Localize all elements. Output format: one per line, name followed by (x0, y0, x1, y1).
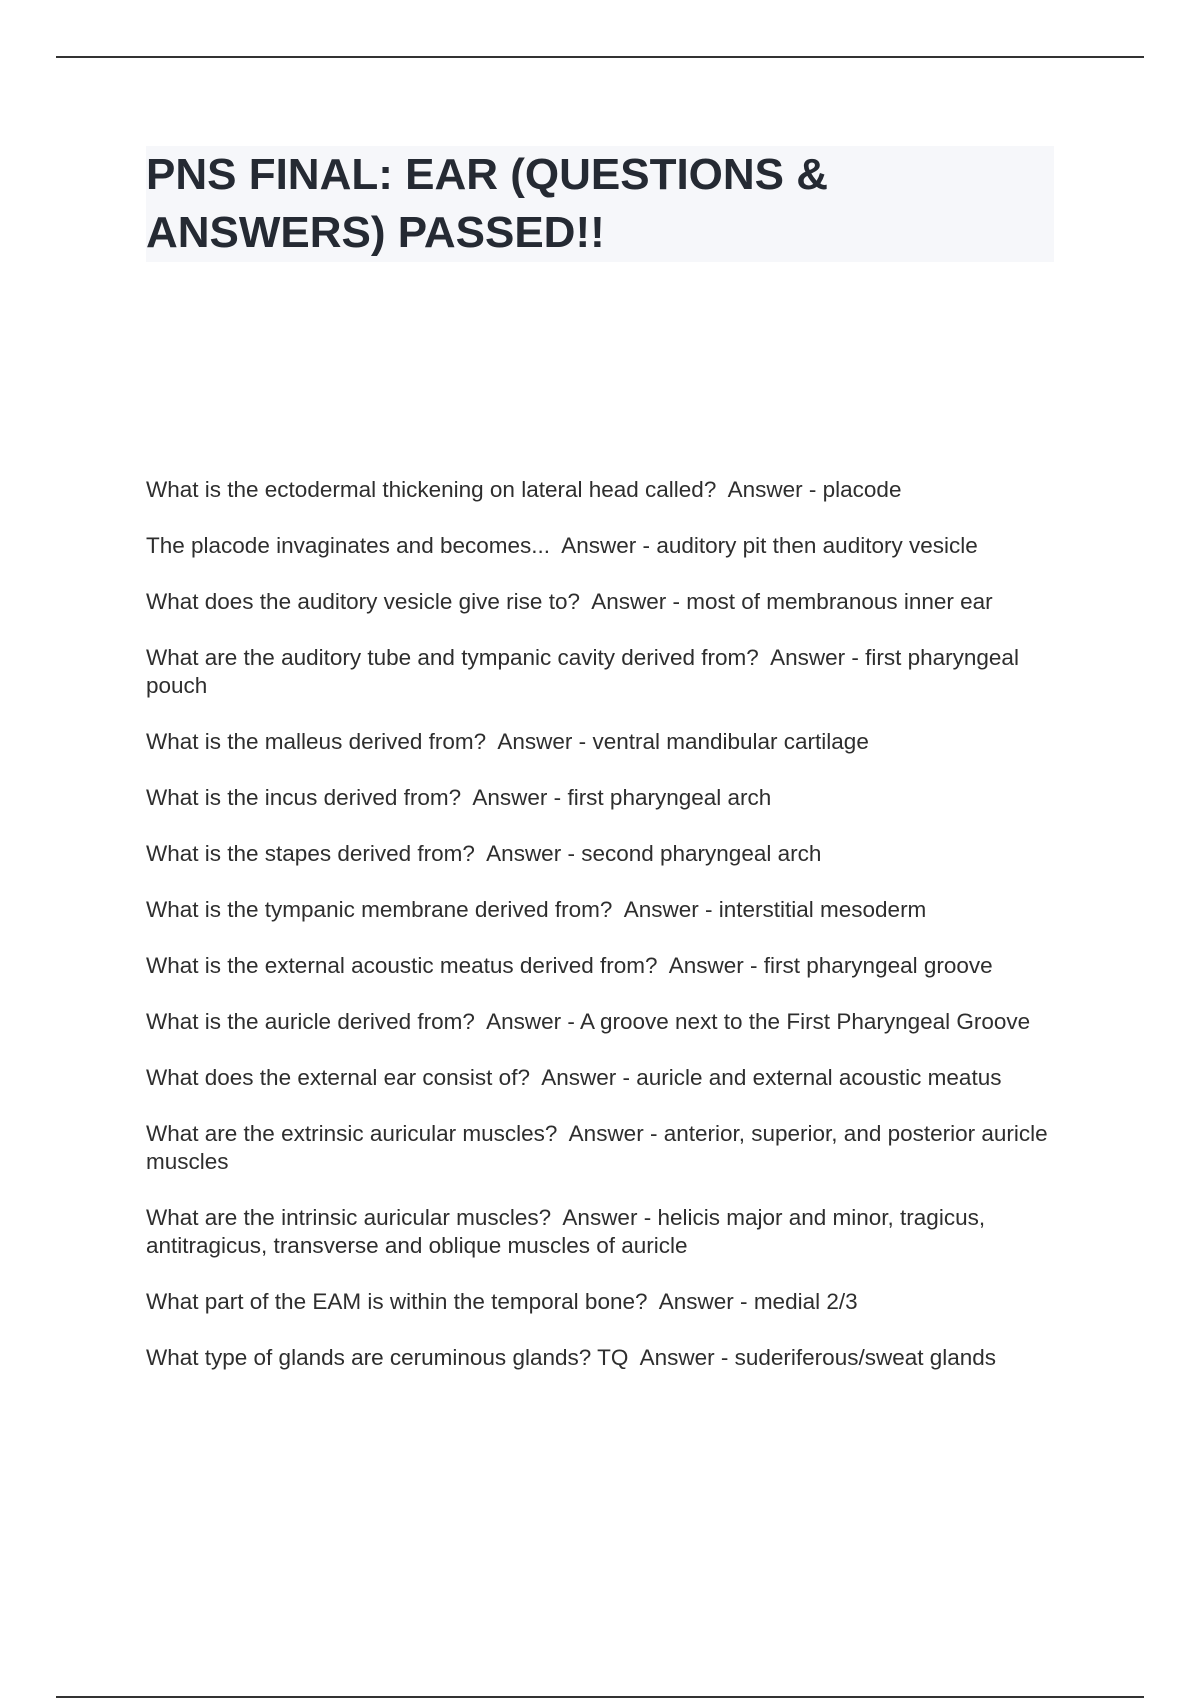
answer-label: Answer - (486, 729, 593, 754)
question-text: What does the auditory vesicle give rise to? (146, 589, 580, 614)
answer-text: first pharyngeal groove (763, 953, 993, 978)
answer-text: most of membranous inner ear (686, 589, 993, 614)
answer-text: first pharyngeal arch (567, 785, 772, 810)
qa-item (146, 784, 1056, 812)
qa-item (146, 588, 1056, 616)
qa-item (146, 476, 1056, 504)
question-text: What are the extrinsic auricular muscles? (146, 1121, 558, 1146)
answer-label: Answer - (551, 1205, 658, 1230)
answer-text: suderiferous/sweat glands (734, 1345, 997, 1370)
qa-item (146, 896, 1056, 924)
qa-item (146, 532, 1056, 560)
question-text: What is the tympanic membrane derived from? (146, 897, 613, 922)
answer-text: first pharyngeal pouch (146, 645, 1019, 698)
question-text: What part of the EAM is within the temporal bone? (146, 1289, 648, 1314)
qa-item (146, 840, 1056, 868)
qa-item (146, 952, 1056, 980)
question-text: What are the intrinsic auricular muscles? (146, 1205, 552, 1230)
qa-list (146, 476, 1056, 1400)
qa-item (146, 728, 1056, 756)
answer-text: A groove next to the First Pharyngeal Groove (579, 1009, 1031, 1034)
answer-text: placode (822, 477, 902, 502)
qa-item (146, 1204, 1056, 1260)
answer-label: Answer - (474, 841, 582, 866)
question-text: What are the auditory tube and tympanic cavity derived from? (146, 645, 759, 670)
answer-text: auricle and external acoustic meatus (636, 1065, 1002, 1090)
question-text: What is the malleus derived from? (146, 729, 487, 754)
qa-item (146, 644, 1056, 700)
qa-item (146, 1064, 1056, 1092)
title-banner (146, 146, 1054, 262)
question-text: What is the external acoustic meatus derived from? (146, 953, 658, 978)
answer-text: interstitial mesoderm (718, 897, 927, 922)
qa-item (146, 1008, 1056, 1036)
question-text: What type of glands are ceruminous glands? TQ (146, 1345, 629, 1370)
question-text: What is the ectodermal thickening on lateral head called? (146, 477, 717, 502)
answer-label: Answer - (474, 1009, 580, 1034)
qa-item (146, 1120, 1056, 1176)
answer-label: Answer - (461, 785, 568, 810)
document-title: PNS FINAL: EAR (QUESTIONS & ANSWERS) PASSED!! (146, 150, 829, 257)
qa-item (146, 1288, 1056, 1316)
bottom-divider (56, 1696, 1144, 1698)
answer-label: Answer - (628, 1345, 735, 1370)
answer-text: medial 2/3 (753, 1289, 858, 1314)
question-text: What is the auricle derived from? (146, 1009, 475, 1034)
qa-item (146, 1344, 1056, 1372)
question-text: What does the external ear consist of? (146, 1065, 530, 1090)
question-text: What is the incus derived from? (146, 785, 462, 810)
question-text: What is the stapes derived from? (146, 841, 475, 866)
answer-label: Answer - (612, 897, 719, 922)
answer-text: auditory pit then auditory vesicle (656, 533, 978, 558)
answer-label: Answer - (657, 953, 764, 978)
answer-label: Answer - (529, 1065, 637, 1090)
answer-text: helicis major and minor, tragicus, antitragicus, transverse and oblique muscles of auricle (146, 1205, 986, 1258)
answer-label: Answer - (758, 645, 866, 670)
answer-text: anterior, superior, and posterior auricle muscles (146, 1121, 1048, 1174)
answer-text: ventral mandibular cartilage (592, 729, 869, 754)
answer-label: Answer - (579, 589, 687, 614)
top-divider (56, 56, 1144, 58)
question-text: The placode invaginates and becomes... (146, 533, 551, 558)
answer-label: Answer - (716, 477, 823, 502)
answer-label: Answer - (550, 533, 657, 558)
answer-label: Answer - (647, 1289, 754, 1314)
answer-text: second pharyngeal arch (581, 841, 822, 866)
answer-label: Answer - (557, 1121, 664, 1146)
